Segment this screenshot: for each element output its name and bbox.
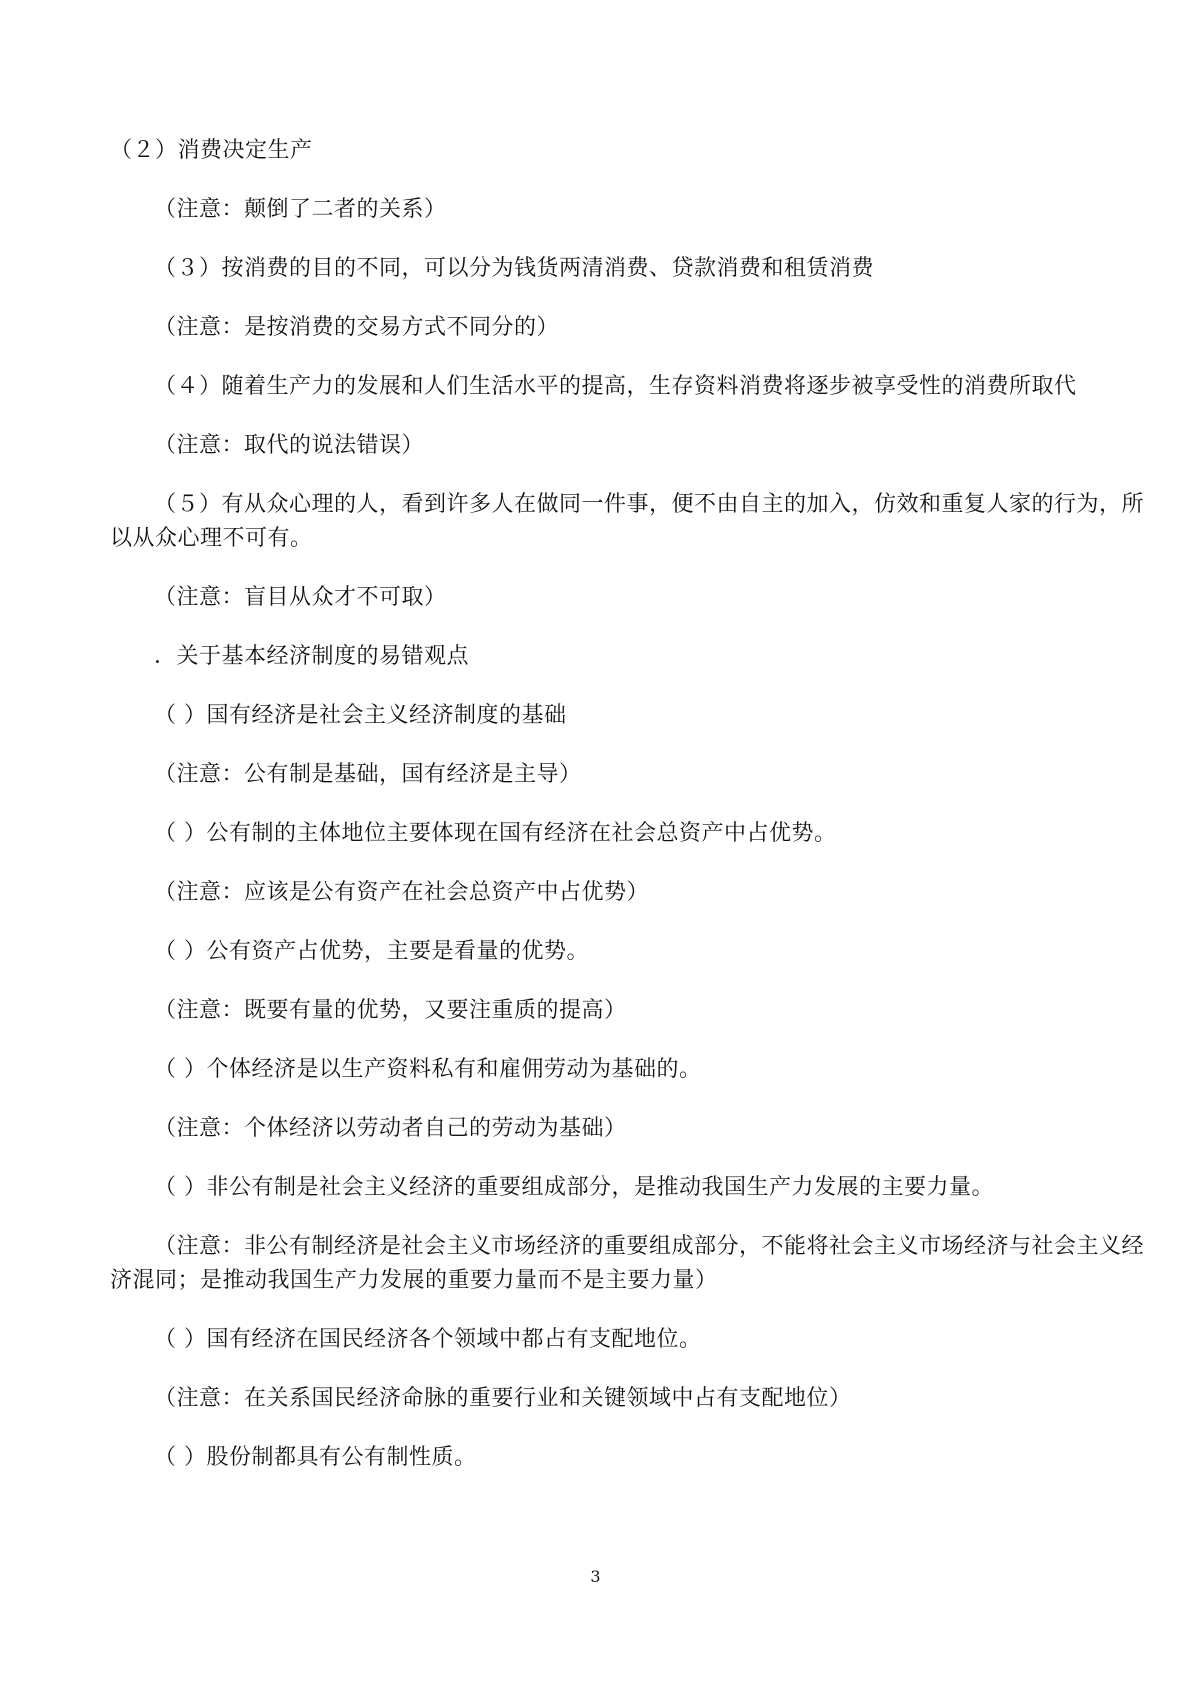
paragraph: （注意：非公有制经济是社会主义市场经济的重要组成部分，不能将社会主义市场经济与社会主义经济混同；是推动我国生产力发展的重要力量而不是主要力量） [110,1234,1145,1293]
paragraph: （注意：应该是公有资产在社会总资产中占优势） [154,880,650,905]
paragraph: （注意：个体经济以劳动者自己的劳动为基础） [154,1116,627,1141]
page-number: 3 [590,1567,601,1586]
paragraph: （ ）公有制的主体地位主要体现在国有经济在社会总资产中占优势。 [154,821,837,846]
paragraph: （３）按消费的目的不同，可以分为钱货两清消费、贷款消费和租赁消费 [154,256,875,281]
paragraph: （注意：是按消费的交易方式不同分的） [154,315,560,340]
paragraph: （ ）个体经济是以生产资料私有和雇佣劳动为基础的。 [154,1057,702,1082]
paragraph: （２）消费决定生产 [110,138,313,163]
paragraph: （ ）国有经济在国民经济各个领域中都占有支配地位。 [154,1327,702,1352]
document-body [110,134,1160,1500]
paragraph: （注意：在关系国民经济命脉的重要行业和关键领域中占有支配地位） [154,1386,852,1411]
paragraph: （ ）股份制都具有公有制性质。 [154,1445,477,1470]
paragraph: （注意：公有制是基础，国有经济是主导） [154,762,582,787]
paragraph: （ ）国有经济是社会主义经济制度的基础 [154,703,567,728]
paragraph: （ ）非公有制是社会主义经济的重要组成部分，是推动我国生产力发展的主要力量。 [154,1175,994,1200]
paragraph: （注意：盲目从众才不可取） [154,585,447,610]
section-heading: ．关于基本经济制度的易错观点 [154,644,470,669]
paragraph: （ ）公有资产占优势，主要是看量的优势。 [154,939,589,964]
paragraph: （４）随着生产力的发展和人们生活水平的提高，生存资料消费将逐步被享受性的消费所取代 [154,374,1077,399]
paragraph: （注意：颠倒了二者的关系） [154,197,447,222]
paragraph: （注意：既要有量的优势，又要注重质的提高） [154,998,627,1023]
paragraph: （５）有从众心理的人，看到许多人在做同一件事，便不由自主的加入，仿效和重复人家的行为，所以从众心理不可有。 [110,492,1145,551]
paragraph: （注意：取代的说法错误） [154,433,425,458]
